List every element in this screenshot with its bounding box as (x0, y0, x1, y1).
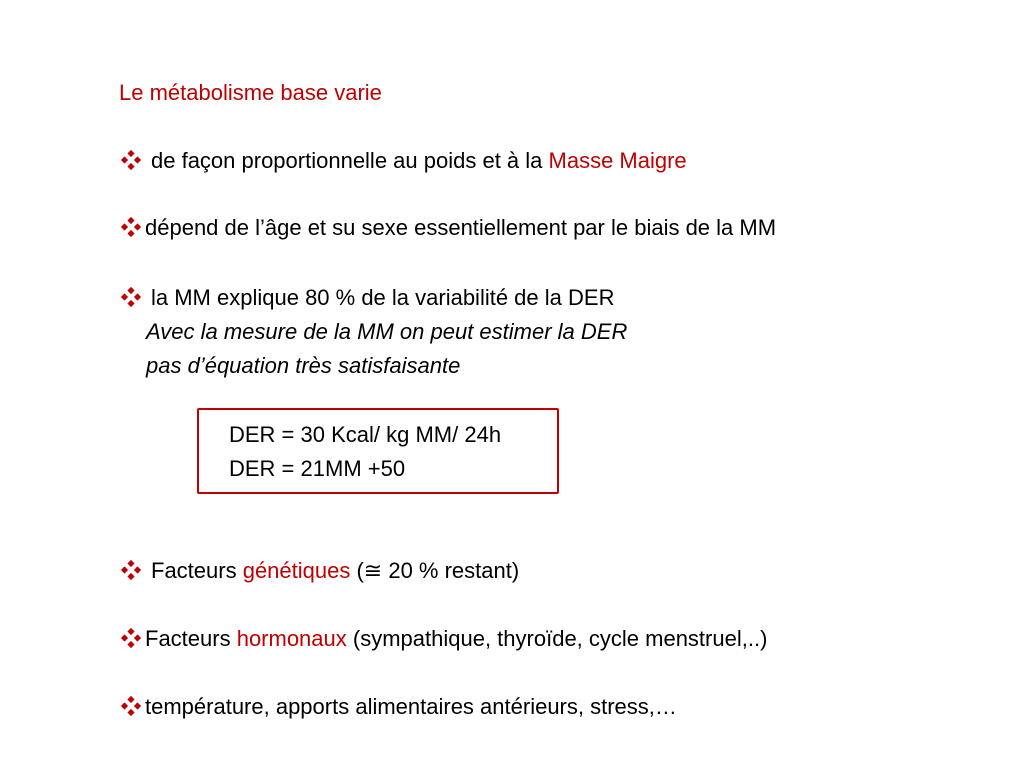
diamond-dots-icon (119, 695, 143, 717)
formula-box (197, 408, 559, 494)
bullet-point-5 (119, 624, 767, 654)
diamond-dots-icon (119, 149, 143, 171)
highlight-hormonaux: hormonaux (236, 626, 347, 651)
bullet-point-4 (119, 556, 519, 586)
note-line-1: Avec la mesure de la MM on peut estimer la DER (146, 319, 628, 344)
highlight-genetiques: génétiques (242, 558, 351, 583)
bullet-text: température, apports alimentaires antérieurs, stress,… (145, 694, 677, 719)
note-line-2: pas d’équation très satisfaisante (146, 353, 461, 378)
diamond-dots-icon (119, 216, 143, 238)
bullet-text-after: (sympathique, thyroïde, cycle menstruel,..) (346, 626, 768, 651)
bullet-point-6 (119, 692, 677, 722)
diamond-dots-icon (119, 627, 143, 649)
diamond-dots-icon (119, 286, 143, 308)
bullet-text: Facteurs (145, 626, 237, 651)
bullet-text: dépend de l’âge et su sexe essentiellement par le biais de la MM (145, 215, 777, 240)
formula-2: DER = 21MM +50 (229, 456, 406, 481)
slide-title: Le métabolisme base varie (119, 80, 382, 105)
bullet-point-3 (119, 283, 614, 313)
diamond-dots-icon (119, 559, 143, 581)
formula-1: DER = 30 Kcal/ kg MM/ 24h (229, 422, 502, 447)
bullet-text: la MM explique 80 % de la variabilité de la DER (151, 285, 615, 310)
highlight-masse-maigre: Masse Maigre (548, 148, 687, 173)
bullet-text: Facteurs (151, 558, 243, 583)
bullet-point-2 (119, 213, 776, 243)
bullet-text: de façon proportionnelle au poids et à la (151, 148, 549, 173)
bullet-text-after: (≅ 20 % restant) (350, 558, 520, 583)
bullet-point-1 (119, 146, 687, 176)
